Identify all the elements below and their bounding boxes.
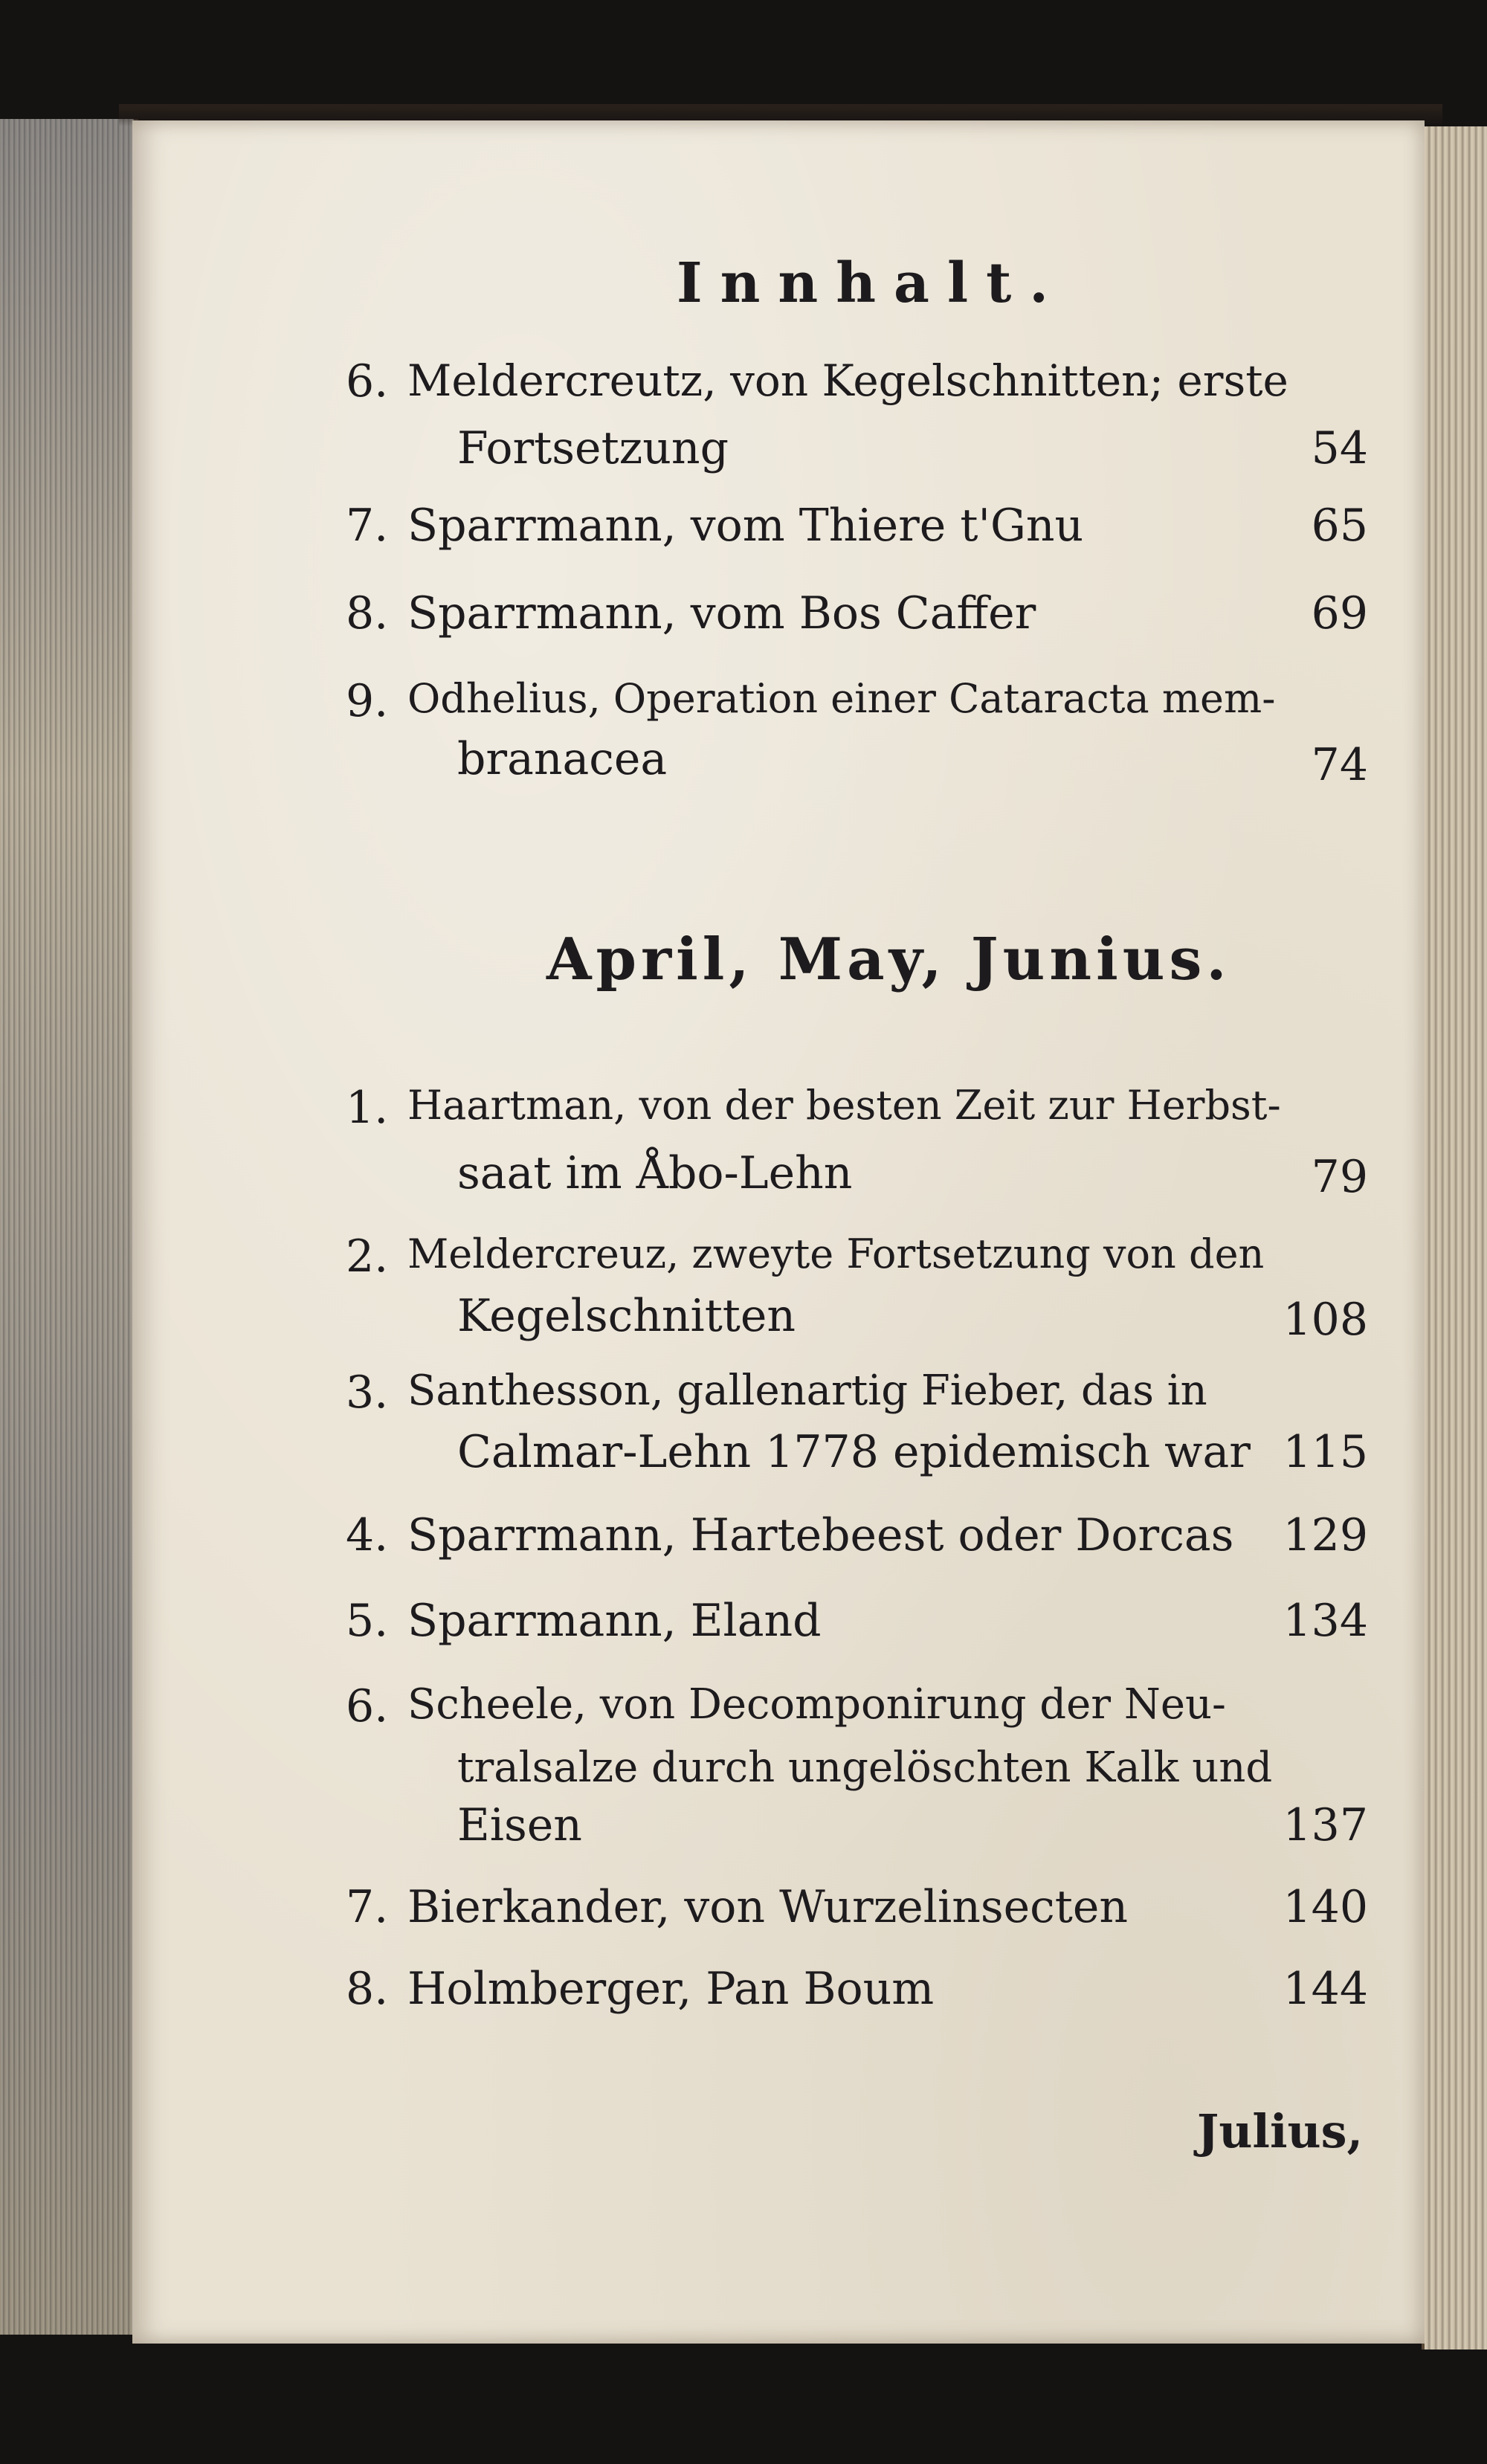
- entry-title: Holmberger, Pan Boum: [407, 1963, 935, 2015]
- entry-number: 6.: [346, 1680, 389, 1732]
- section-heading: April, May, Junius.: [546, 926, 1231, 993]
- entry-title: Santhesson, gallenartig Fieber, das in: [407, 1367, 1207, 1415]
- entry-number: 8.: [346, 1963, 389, 2015]
- entry-page-number: 137: [1283, 1799, 1368, 1851]
- entry-title: Sparrmann, Eland: [407, 1595, 822, 1647]
- entry-title: Sparrmann, vom Bos Caffer: [407, 587, 1036, 639]
- entry-title-continued: saat im Åbo-Lehn: [457, 1147, 853, 1199]
- entry-page-number: 74: [1311, 739, 1368, 791]
- entry-number: 3.: [346, 1367, 389, 1419]
- entry-number: 2.: [346, 1231, 389, 1283]
- entry-title-continued: branacea: [457, 733, 668, 785]
- entry-title-continued: Calmar-Lehn 1778 epidemisch war: [457, 1426, 1251, 1478]
- left-page-edges-shade: [0, 119, 134, 2335]
- entry-title: Meldercreutz, von Kegelschnitten; erste: [407, 355, 1288, 406]
- entry-title: Odhelius, Operation einer Cataracta mem-: [407, 675, 1276, 722]
- entry-title-continued: Eisen: [457, 1799, 582, 1851]
- entry-title-continued: Fortsetzung: [457, 422, 729, 474]
- entry-number: 5.: [346, 1595, 389, 1647]
- entry-number: 7.: [346, 1881, 389, 1933]
- right-page-edges: [1422, 126, 1487, 2349]
- entry-title: Sparrmann, vom Thiere t'Gnu: [407, 500, 1084, 552]
- entry-title-continued: tralsalze durch ungelöschten Kalk und: [457, 1744, 1273, 1792]
- entry-number: 9.: [346, 675, 389, 727]
- entry-number: 6.: [346, 355, 389, 407]
- entry-page-number: 79: [1311, 1151, 1368, 1203]
- entry-page-number: 65: [1311, 500, 1368, 552]
- entry-number: 7.: [346, 500, 389, 552]
- entry-page-number: 144: [1283, 1963, 1368, 2015]
- entry-page-number: 69: [1311, 587, 1368, 639]
- entry-title: Bierkander, von Wurzelinsecten: [407, 1881, 1128, 1933]
- entry-page-number: 115: [1283, 1426, 1368, 1478]
- entry-title: Sparrmann, Hartebeest oder Dorcas: [407, 1509, 1234, 1561]
- entry-page-number: 129: [1283, 1509, 1368, 1561]
- entry-title: Scheele, von Decomponirung der Neu-: [407, 1680, 1226, 1729]
- page-title: Innhalt.: [677, 251, 1067, 315]
- entry-page-number: 54: [1311, 422, 1368, 474]
- entry-page-number: 140: [1283, 1881, 1368, 1933]
- entry-title: Haartman, von der besten Zeit zur Herbst-: [407, 1082, 1281, 1129]
- entry-number: 8.: [346, 587, 389, 639]
- entry-page-number: 108: [1283, 1294, 1368, 1346]
- entry-title: Meldercreuz, zweyte Fortsetzung von den: [407, 1231, 1265, 1277]
- entry-page-number: 134: [1283, 1595, 1368, 1647]
- entry-number: 1.: [346, 1082, 389, 1134]
- catchword: Julius,: [1197, 2104, 1364, 2158]
- entry-title-continued: Kegelschnitten: [457, 1290, 796, 1342]
- entry-number: 4.: [346, 1509, 389, 1561]
